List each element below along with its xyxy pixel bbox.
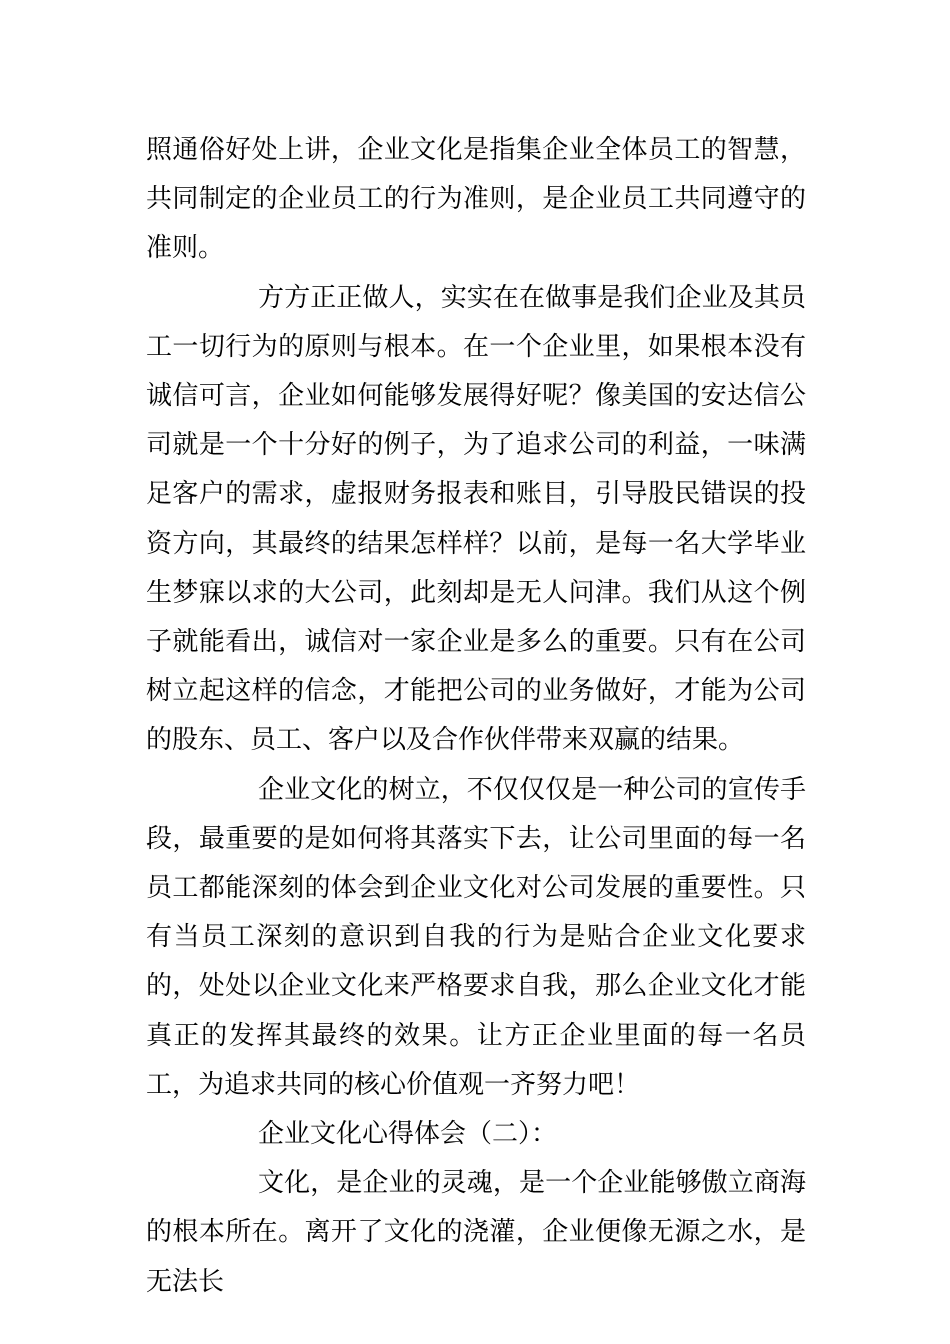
- document-body: [146, 126, 806, 1307]
- section-heading: 企业文化心得体会（二）：: [258, 1119, 558, 1150]
- paragraph-integrity: 方方正正做人，实实在在做事是我们企业及其员工一切行为的原则与根本。在一个企业里，如果根本没有诚信可言，企业如何能够发展得好呢？像美国的安达信公司就是一个十分好的例子，为了追求公司的利益，一味满足客户的需求，虚报财务报表和账目，引导股民错误的投资方向，其最终的结果怎样样？以前，是每一名大学毕业生梦寐以求的大公司，此刻却是无人问津。我们从这个例子就能看出，诚信对一家企业是多么的重要。只有在公司树立起这样的信念，才能把公司的业务做好，才能为公司的股东、员工、客户以及合作伙伴带来双赢的结果。: [146, 282, 806, 756]
- paragraph-culture-soul: 文化，是企业的灵魂，是一个企业能够傲立商海的根本所在。离开了文化的浇灌，企业便像无源之水，是无法长: [146, 1168, 806, 1297]
- paragraph-continuation: 照通俗好处上讲，企业文化是指集企业全体员工的智慧，共同制定的企业员工的行为准则，是企业员工共同遵守的准则。: [146, 135, 806, 264]
- paragraph-culture-implementation: 企业文化的树立，不仅仅仅是一种公司的宣传手段，最重要的是如何将其落实下去，让公司里面的每一名员工都能深刻的体会到企业文化对公司发展的重要性。只有当员工深刻的意识到自我的行为是贴合企业文化要求的，处处以企业文化来严格要求自我，那么企业文化才能真正的发挥其最终的效果。让方正企业里面的每一名员工，为追求共同的核心价值观一齐努力吧！: [146, 774, 806, 1100]
